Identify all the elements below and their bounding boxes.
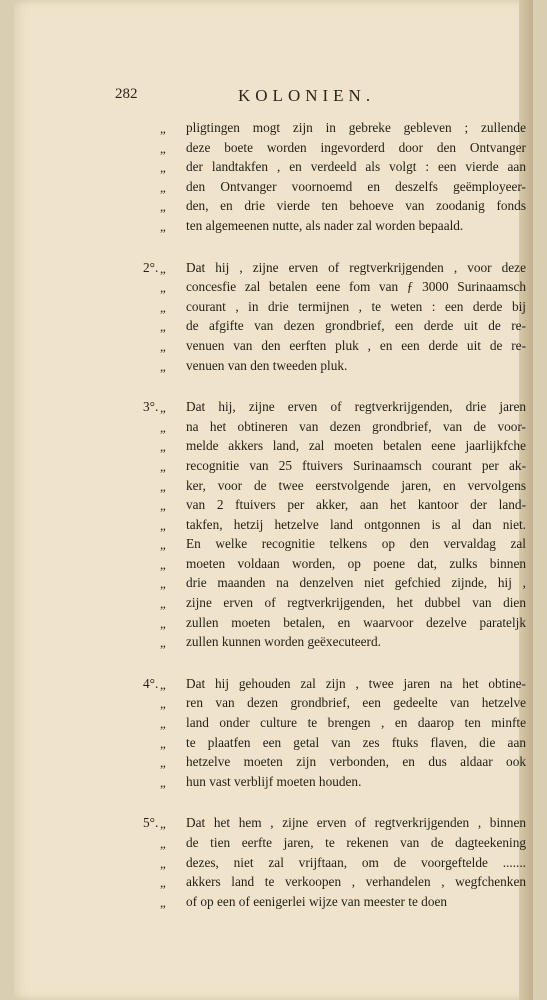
quotation-mark: „ <box>160 537 166 553</box>
quotation-mark: „ <box>160 696 166 712</box>
line-text: land onder culture te brengen , en daarop ten minfte <box>186 715 526 731</box>
quotation-mark: „ <box>160 439 166 455</box>
line-text: dezes, niet zal vrijftaan, om de voorgeftelde ....... <box>186 854 526 870</box>
text-line <box>114 593 524 613</box>
text-line <box>114 892 524 912</box>
line-text: ten algemeenen nutte, als nader zal worden bepaald. <box>186 217 464 233</box>
paragraph <box>114 258 524 376</box>
text-line <box>114 118 524 138</box>
line-text: venuen van den tweeden pluk. <box>186 357 348 373</box>
paragraph-number: 4°. <box>143 675 159 691</box>
line-text: den Ontvanger voornoemd en deszelfs geëmployeer- <box>186 178 526 194</box>
page-number: 282 <box>115 86 138 102</box>
paragraph <box>114 397 524 652</box>
line-text: courant , in drie termijnen , te weten : een derde bij <box>186 298 526 314</box>
text-line <box>114 196 524 216</box>
text-line <box>114 772 524 792</box>
line-text: venuen van den eerften pluk , en een derde uit de re- <box>186 337 526 353</box>
text-line <box>114 872 524 892</box>
quotation-mark: „ <box>160 735 166 751</box>
line-text: Dat hij gehouden zal zijn , twee jaren na het obtine- <box>186 675 526 691</box>
line-text: deze boete worden ingevorderd door den Ontvanger <box>186 139 526 155</box>
line-text: zijne erven of regtverkrijgenden, het dubbel van dien <box>186 595 526 611</box>
quotation-mark: „ <box>160 517 166 533</box>
text-line <box>114 397 524 417</box>
quotation-mark: „ <box>160 400 166 416</box>
quotation-mark: „ <box>160 419 166 435</box>
quotation-mark: „ <box>160 498 166 514</box>
line-text: na het obtineren van dezen grondbrief, van de voor- <box>186 418 526 434</box>
line-text: ren van dezen grondbrief, een gedeelte van hetzelve <box>186 695 526 711</box>
quotation-mark: „ <box>160 596 166 612</box>
text-line <box>114 495 524 515</box>
text-line <box>114 813 524 833</box>
quotation-mark: „ <box>160 179 166 195</box>
line-text: hun vast verblijf moeten houden. <box>186 773 362 789</box>
line-text: de tien eerfte jaren, te rekenen van de dagteekening <box>186 835 526 850</box>
text-line <box>114 356 524 376</box>
quotation-mark: „ <box>160 140 166 156</box>
line-text: En welke recognitie telkens op den vervaldag zal <box>186 536 526 552</box>
line-text: melde akkers land, zal moeten betalen eene jaarlijkfche <box>186 438 526 454</box>
text-line <box>114 336 524 356</box>
quotation-mark: „ <box>160 676 166 692</box>
line-text: of op een of eenigerlei wijze van meester te doen <box>186 893 448 909</box>
quotation-mark: „ <box>160 816 166 832</box>
line-text: recognitie van 25 ftuivers Surinaamsch courant per ak- <box>186 457 526 473</box>
text-line <box>114 456 524 476</box>
paragraph-number: 5°. <box>143 815 159 831</box>
text-line <box>114 157 524 177</box>
text-line <box>114 216 524 236</box>
line-text: takfen, hetzij hetzelve land ontgonnen is al dan niet. <box>186 516 526 532</box>
line-text: Dat hij , zijne erven of regtverkrijgenden , voor deze <box>186 259 526 275</box>
line-text: zullen moeten betalen, en waarvoor dezelve parateljk <box>186 614 526 630</box>
quotation-mark: „ <box>160 160 166 176</box>
text-line <box>114 554 524 574</box>
text-line <box>114 632 524 652</box>
quotation-mark: „ <box>160 458 166 474</box>
quotation-mark: „ <box>160 280 166 296</box>
text-line <box>114 177 524 197</box>
text-line <box>114 833 524 853</box>
quotation-mark: „ <box>160 556 166 572</box>
line-text: drie maanden na denzelven niet gefchied zijnde, hij , <box>186 575 526 591</box>
quotation-mark: „ <box>160 260 166 276</box>
line-text: de afgifte van dezen grondbrief, een derde uit de re- <box>186 318 526 334</box>
quotation-mark: „ <box>160 716 166 732</box>
quotation-mark: „ <box>160 338 166 354</box>
line-text: van 2 ftuivers per akker, aan het kantoor der land- <box>186 497 526 513</box>
text-line <box>114 138 524 158</box>
paragraph <box>114 674 524 792</box>
text-line <box>114 258 524 278</box>
quotation-mark: „ <box>160 836 166 851</box>
line-text: zullen kunnen worden geëxecuteerd. <box>186 634 381 650</box>
running-head <box>14 86 533 110</box>
line-text: Dat hij, zijne erven of regtverkrijgenden, drie jaren <box>186 399 526 415</box>
quotation-mark: „ <box>160 774 166 790</box>
quotation-mark: „ <box>160 855 166 871</box>
text-line <box>114 316 524 336</box>
line-text: ker, voor de twee eerstvolgende jaren, en vervolgens <box>186 477 526 493</box>
line-text: der landtakfen , en verdeeld als volgt : een vierde aan <box>186 159 526 175</box>
text-line <box>114 733 524 753</box>
text-line <box>114 752 524 772</box>
text-line <box>114 573 524 593</box>
text-line <box>114 534 524 554</box>
body-text <box>114 118 524 933</box>
line-text: concesfie zal betalen eene fom van ƒ 3000 Surinaamsch <box>186 279 526 295</box>
line-text: akkers land te verkoopen , verhandelen , wegfchenken <box>186 874 526 890</box>
quotation-mark: „ <box>160 894 166 910</box>
paragraph-number: 3°. <box>143 399 159 415</box>
quotation-mark: „ <box>160 478 166 494</box>
text-line <box>114 853 524 873</box>
paragraph <box>114 813 524 911</box>
quotation-mark: „ <box>160 615 166 631</box>
quotation-mark: „ <box>160 319 166 335</box>
text-line <box>114 417 524 437</box>
quotation-mark: „ <box>160 121 166 136</box>
text-line <box>114 693 524 713</box>
line-text: moeten voldaan worden, op poene dat, zulks binnen <box>186 555 526 571</box>
quotation-mark: „ <box>160 218 166 234</box>
paragraph-number: 2°. <box>143 259 159 275</box>
text-line <box>114 674 524 694</box>
quotation-mark: „ <box>160 299 166 315</box>
quotation-mark: „ <box>160 576 166 592</box>
book-page <box>14 0 533 1000</box>
line-text: te plaatfen een getal van zes ftuks flaven, die aan <box>186 734 526 750</box>
text-line <box>114 515 524 535</box>
text-line <box>114 436 524 456</box>
text-line <box>114 476 524 496</box>
text-line <box>114 297 524 317</box>
line-text: hetzelve moeten zijn verbonden, en dus aldaar ook <box>186 754 526 770</box>
text-line <box>114 277 524 297</box>
quotation-mark: „ <box>160 635 166 651</box>
paragraph <box>114 118 524 236</box>
text-line <box>114 713 524 733</box>
line-text: pligtingen mogt zijn in gebreke gebleven ; zullende <box>186 120 526 135</box>
quotation-mark: „ <box>160 358 166 374</box>
line-text: den, en drie vierde ten behoeve van zoodanig fonds <box>186 198 526 214</box>
quotation-mark: „ <box>160 875 166 891</box>
page-title: KOLONIEN. <box>238 86 376 105</box>
quotation-mark: „ <box>160 199 166 215</box>
quotation-mark: „ <box>160 755 166 771</box>
text-line <box>114 613 524 633</box>
line-text: Dat het hem , zijne erven of regtverkrijgenden , binnen <box>186 815 526 831</box>
